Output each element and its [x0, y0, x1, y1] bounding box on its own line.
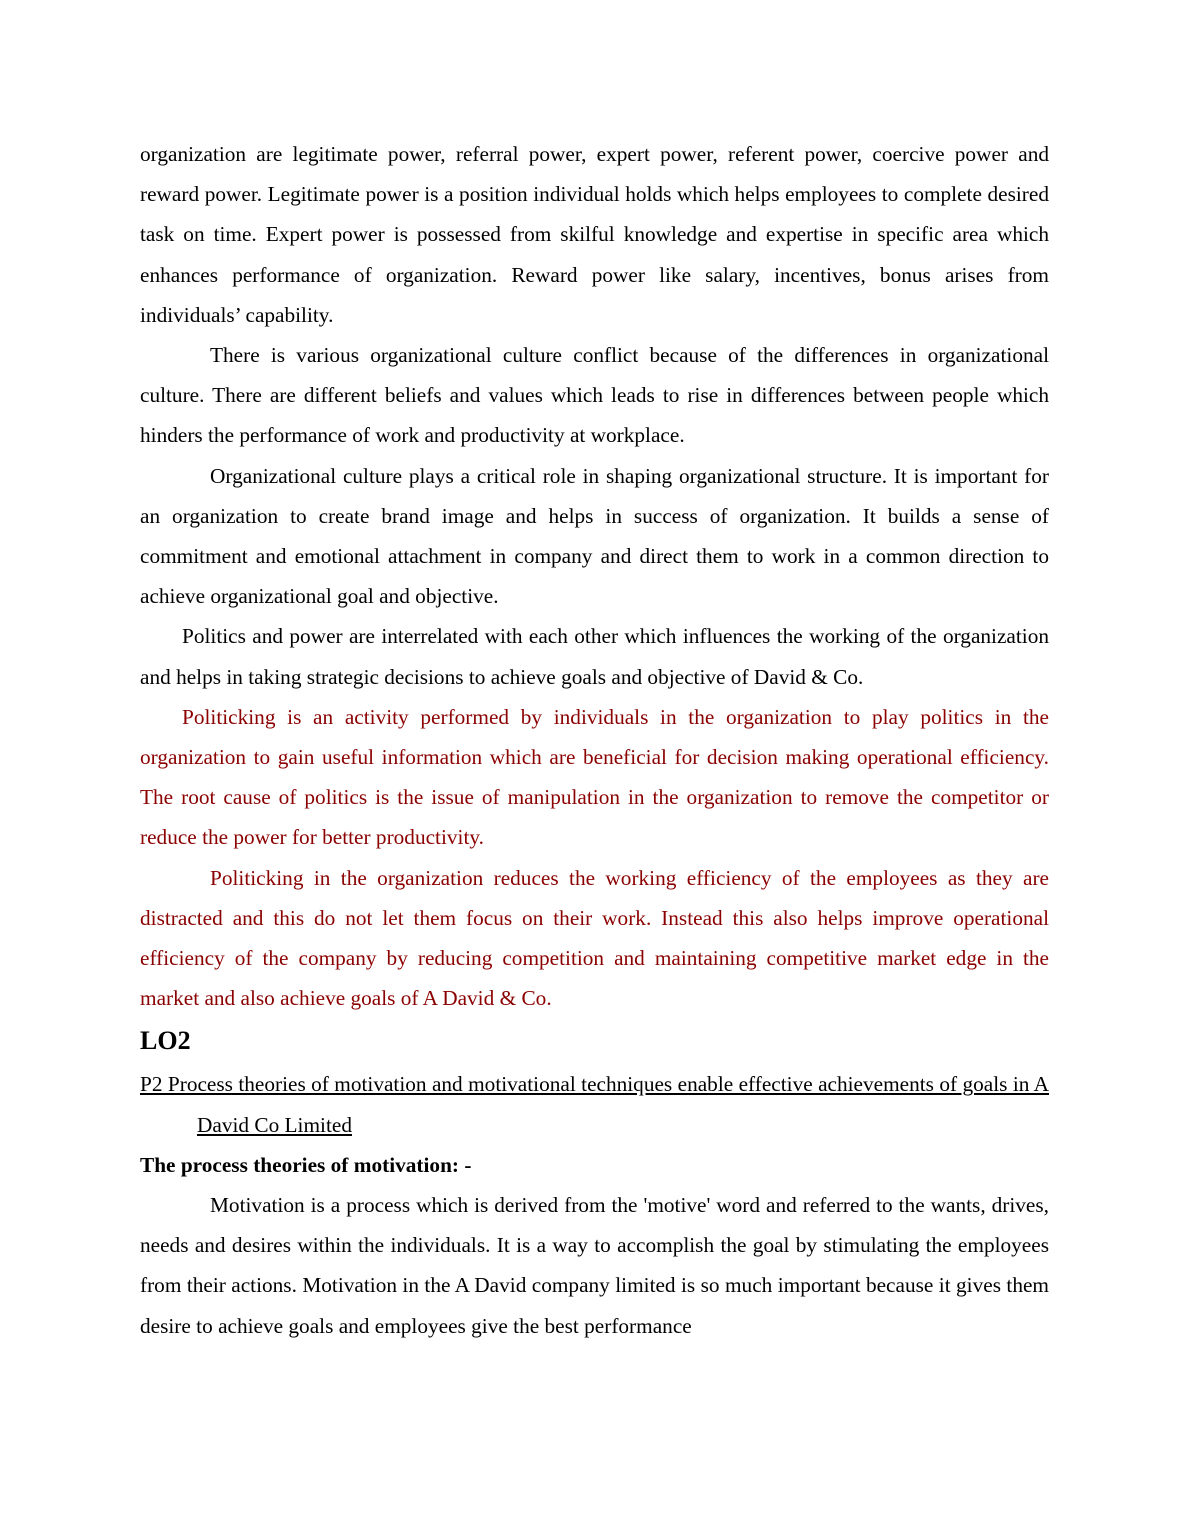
paragraph-politicking-activity: Politicking is an activity performed by individuals in the organization to play politics in the organization to gain useful information which are beneficial for decision making operational efficiency. The root cause of politics is the issue of manipulation in the organization to remove the competitor or reduce the power for better productivity. [140, 704, 1049, 850]
bold-title-process-theories: The process theories of motivation: - [140, 1152, 472, 1177]
section-heading-lo2: LO2 [140, 1026, 191, 1056]
subheading-p2-process-theories: P2 Process theories of motivation and motivational techniques enable effective achievements of goals in A David Co Limited [140, 1072, 1049, 1137]
paragraph-politicking-efficiency: Politicking in the organization reduces the working efficiency of the employees as they are distracted and this do not let them focus on their work. Instead this also helps improve operational efficiency of the company by reducing competition and maintaining competitive market edge in the market and also achieve goals of A David & Co. [140, 865, 1049, 1011]
paragraph-power-types: organization are legitimate power, referral power, expert power, referent power, coercive power and reward power. Legitimate power is a position individual holds which helps employees to complete desired task on time. Expert power is possessed from skilful knowledge and expertise in specific area which enhances performance of organization. Reward power like salary, incentives, bonus arises from individuals’ capability. [140, 142, 1049, 327]
paragraph-motivation: Motivation is a process which is derived from the 'motive' word and referred to the wants, drives, needs and desires within the individuals. It is a way to accomplish the goal by stimulating the employees from their actions. Motivation in the A David company limited is so much important because it gives them desire to achieve goals and employees give the best performance [140, 1193, 1049, 1338]
paragraph-culture-role: Organizational culture plays a critical role in shaping organizational structure. It is important for an organization to create brand image and helps in success of organization. It builds a sense of commitment and emotional attachment in company and direct them to work in a common direction to achieve organizational goal and objective. [140, 463, 1049, 609]
document-page [140, 134, 1049, 1346]
paragraph-culture-conflict: There is various organizational culture conflict because of the differences in organizational culture. There are different beliefs and values which leads to rise in differences between people which hinders the performance of work and productivity at workplace. [140, 343, 1049, 448]
paragraph-politics-power: Politics and power are interrelated with each other which influences the working of the organization and helps in taking strategic decisions to achieve goals and objective of David & Co. [140, 624, 1049, 689]
